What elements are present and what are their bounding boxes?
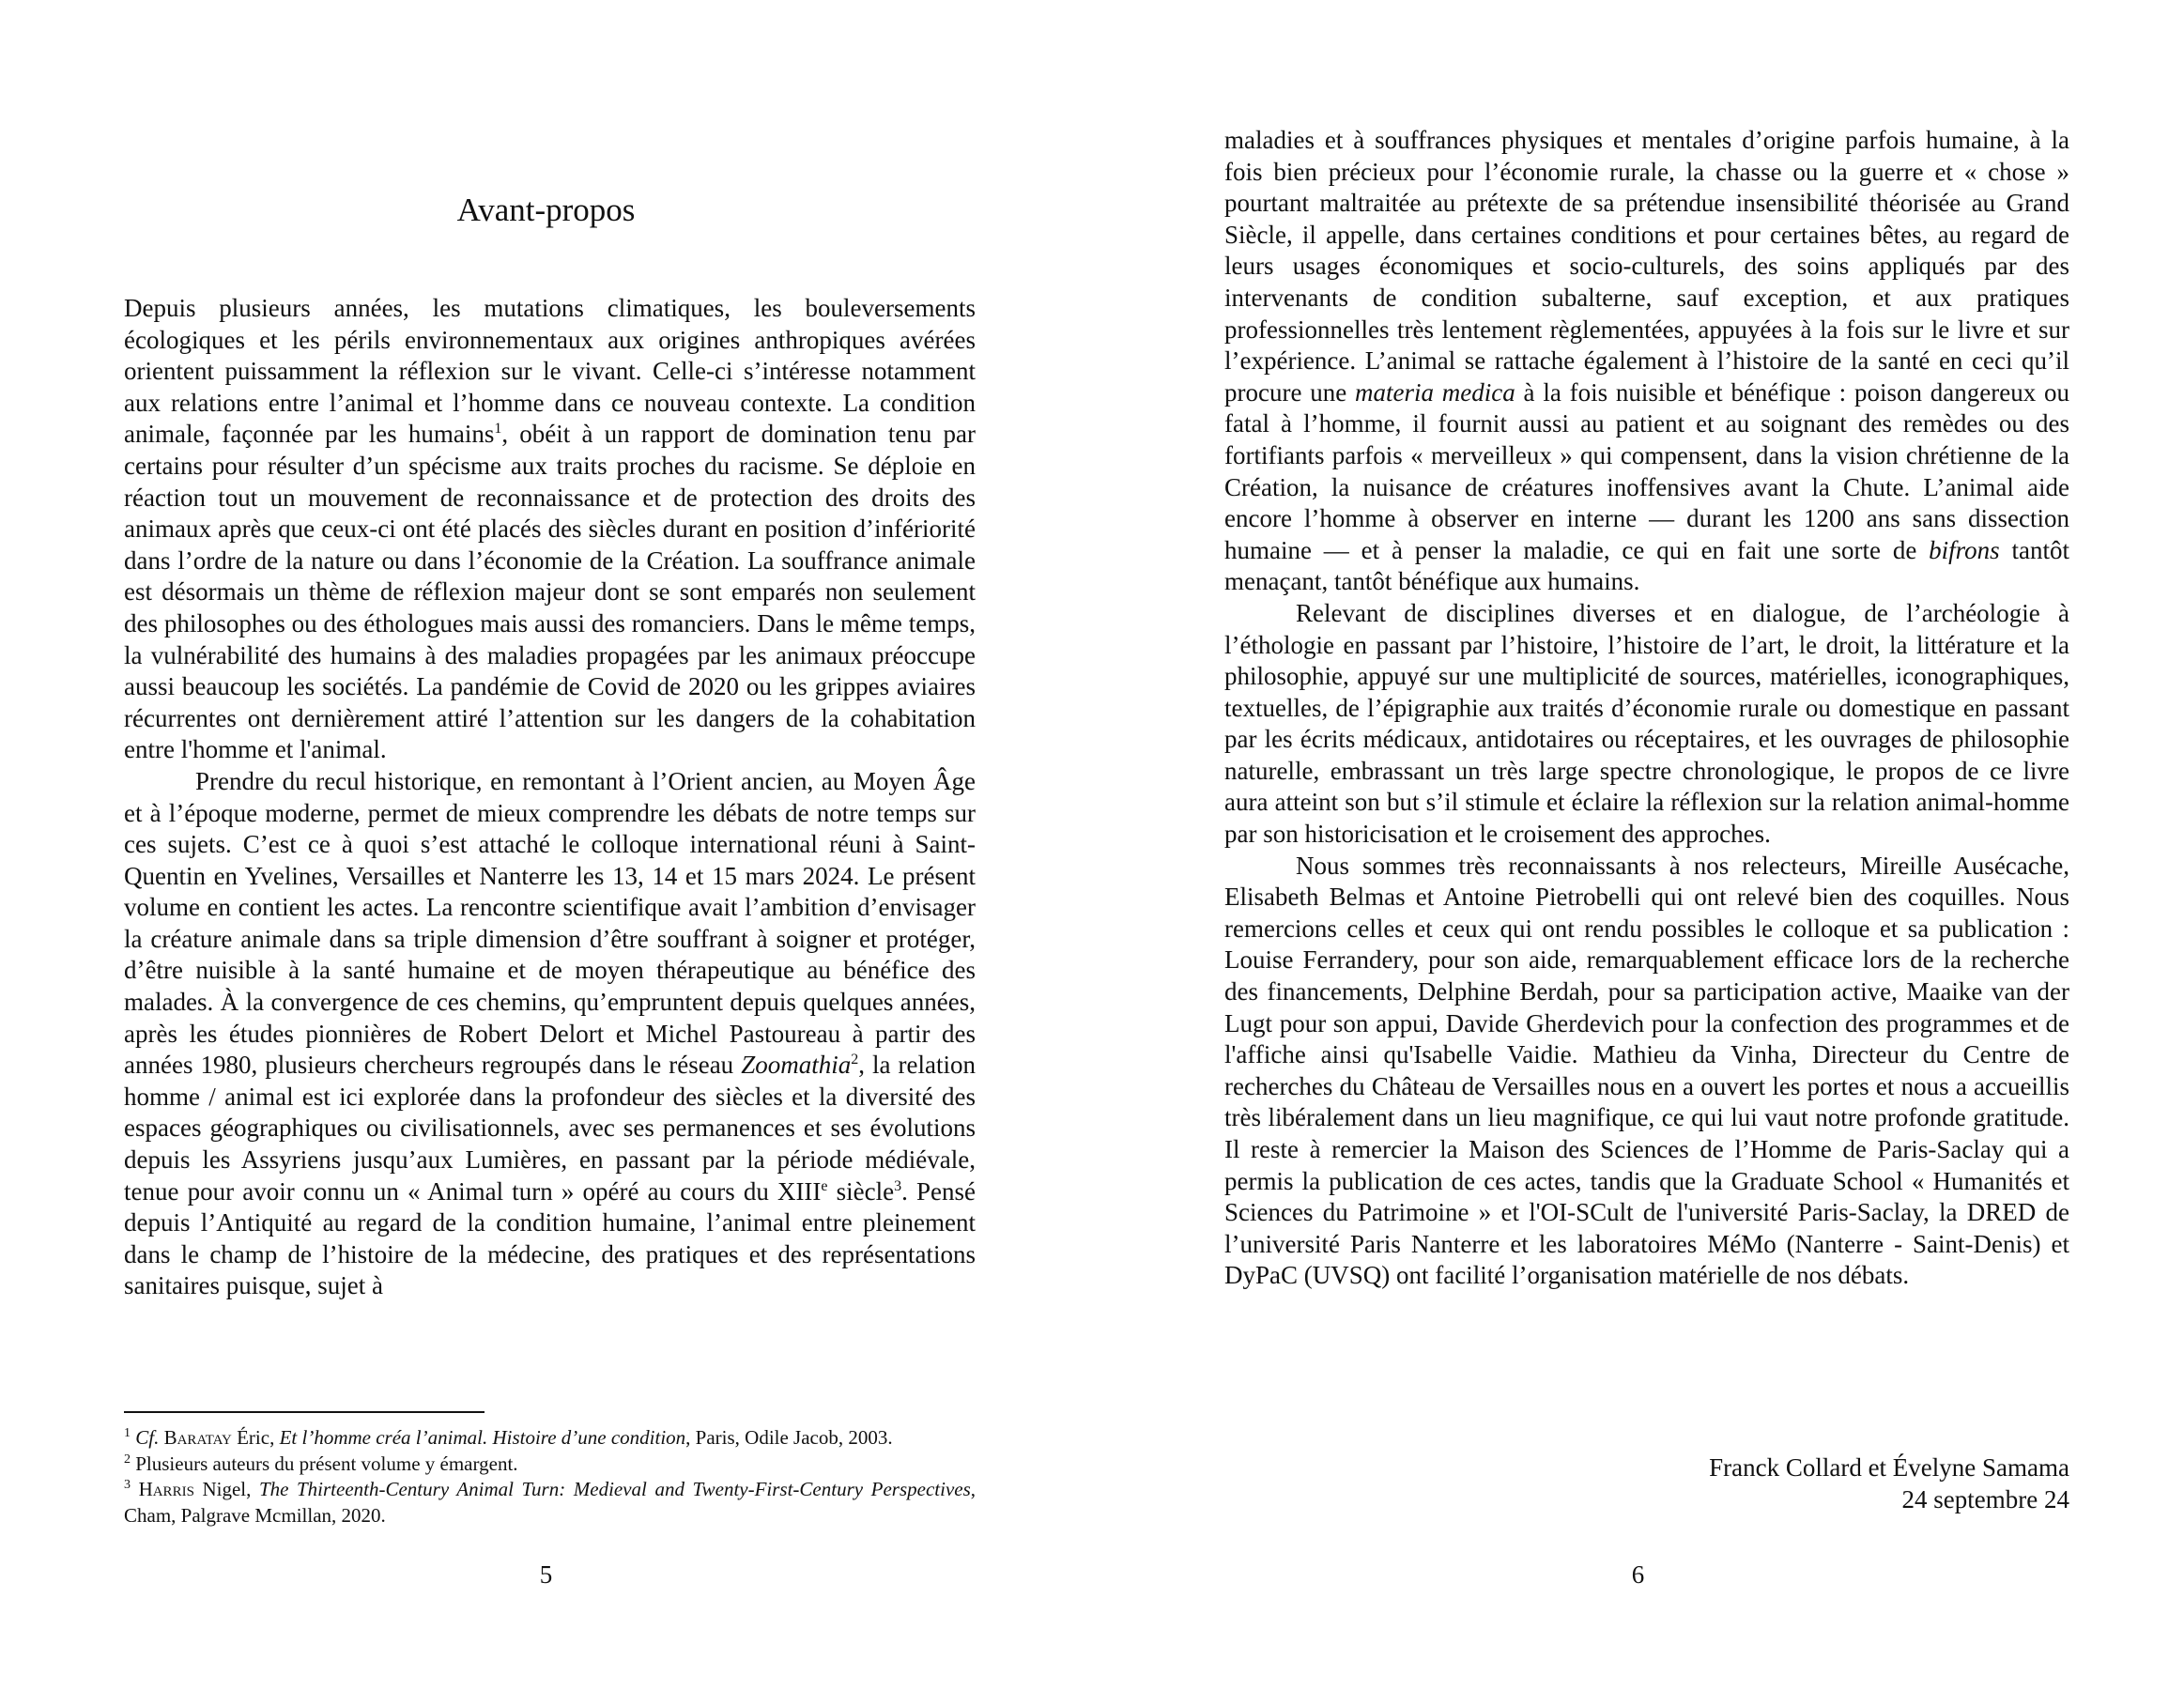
- century-superscript: e: [821, 1177, 828, 1194]
- paragraph-disciplines: Relevant de disciplines diverses et en dialogue, de l’archéologie à l’éthologie en passant par l’histoire, l’histoire de l’art, le droit, la littérature et la philosophie, appuyé sur une multiplicité de sources, matérielles, iconographiques, textuelles, de l’épigraphie aux traités d’économie rurale ou domestique en passant par les écrits médicaux, antidotaires ou réceptaires, et les ouvrages de philosophie naturelle, embrassant un très large spectre chronologique, le propos de ce livre aura atteint son but s’il stimule et éclaire la réflexion sur la relation animal-homme par son historicisation et le croisement des approches.: [1224, 598, 2069, 849]
- footnote-2: $^2$ Plusieurs auteurs du présent volume y émargent.: [124, 1452, 518, 1475]
- signature-date: 24 septembre 24: [1901, 1484, 2069, 1513]
- signature-names: Franck Collard et Évelyne Samama: [1709, 1453, 2069, 1482]
- footnote-ref-3[interactable]: 3: [894, 1177, 902, 1194]
- paragraph-acknowledgements: Nous sommes très reconnaissants à nos relecteurs, Mireille Ausécache, Elisabeth Belmas et Antoine Pietrobelli qui ont relevé bien des coquilles. Nous remercions celles et ceux qui ont rendu possibles le colloque et sa publication : Louise Ferrandery, pour son aide, remarquablement efficace lors de la recherche des financements, Delphine Berdah, pour sa participation active, Maaike van der Lugt pour son appui, Davide Gherdevich pour la confection des programmes et de l'affiche ainsi qu'Isabelle Vaidie. Mathieu da Vinha, Directeur du Centre de recherches du Château de Versailles nous en a ouvert les portes et nous a accueillis très libéralement dans un lieu magnifique, ce qui lui vaut notre profonde gratitude. Il reste à remercier la Maison des Sciences de l’Homme de Paris-Saclay qui a permis la publication de ces actes, tandis que la Graduate School « Humanités et Sciences du Patrimoine » et l'OI-SCult de l'université Paris-Saclay, la DRED de l’université Paris Nanterre et les laboratoires MéMo (Nanterre - Saint-Denis) et DyPaC (UVSQ) ont facilité l’organisation matérielle de nos débats.: [1224, 851, 2069, 1290]
- footnote-separator: [124, 1411, 484, 1413]
- network-name: Zoomathia: [741, 1051, 852, 1080]
- signature-block: [1709, 1452, 2069, 1515]
- page-number-right: 6: [1631, 1560, 1645, 1589]
- footnote-ref-1[interactable]: 1: [494, 421, 502, 438]
- right-body-text: [1224, 125, 2069, 1292]
- left-body-text: [124, 293, 976, 1302]
- chapter-title: Avant-propos: [456, 192, 636, 228]
- footnote-3: $^3$ Harris Nigel, The Thirteenth-Century Animal Turn: Medieval and Twenty-First-Century Perspectives, Cham, Palgrave Mcmillan, 2020.: [124, 1478, 977, 1527]
- paragraph-2: Prendre du recul historique, en remontant à l’Orient ancien, au Moyen Âge et à l’époque moderne, permet de mieux comprendre les débats de notre temps sur ces sujets. C’est ce à quoi s’est attaché le colloque international réuni à Saint-Quentin en Yvelines, Versailles et Nanterre les 13, 14 et 15 mars 2024. Le présent volume en contient les actes. La rencontre scientifique avait l’ambition d’envisager la créature animale dans sa triple dimension d’être souffrant à soigner et protéger, d’être nuisible à la santé humaine et de moyen thérapeutique au bénéfice des malades. À la convergence de ces chemins, qu’empruntent depuis quelques années, après les études pionnières de Robert Delort et Michel Pastoureau à partir des années 1980, plusieurs chercheurs regroupés dans le réseau Zoomathia$^2$, la relation homme / animal est ici explorée dans la profondeur des siècles et la diversité des espaces géographiques ou civilisationnels, avec ses permanences et ses évolutions depuis les Assyriens jusqu’aux Lumières, en passant par la période médiévale, tenue pour avoir connu un « Animal turn » opéré au cours du XIIIe siècle$^3$. Pensé depuis l’Antiquité au regard de la condition humaine, l’animal entre pleinement dans le champ de l’histoire de la médecine, des pratiques et des représentations sanitaires puisque, sujet à: [124, 766, 976, 1300]
- paragraph-continued: maladies et à souffrances physiques et mentales d’origine parfois humaine, à la fois bien précieux pour l’économie rurale, la chasse ou la guerre et « chose » pourtant maltraitée au prétexte de sa prétendue insensibilité théorisée au Grand Siècle, il appelle, dans certaines conditions et pour certaines bêtes, au regard de leurs usages économiques et socio-culturels, des soins appliqués par des intervenants de condition subalterne, sauf exception, et aux pratiques professionnelles très lentement règlementées, appuyées à la fois sur le livre et sur l’expérience. L’animal se rattache également à l’histoire de la santé en ceci qu’il procure une materia medica à la fois nuisible et bénéfique : poison dangereux ou fatal à l’homme, il fournit aussi au patient et au soignant des remèdes ou des fortifiants parfois « merveilleux » qui compensent, dans la vision chrétienne de la Création, la nuisance de créatures inoffensives avant la Chute. L’animal aide encore l’homme à observer en interne — durant les 1200 ans sans dissection humaine — et à penser la maladie, ce qui en fait une sorte de bifrons tantôt menaçant, tantôt bénéfique aux humains.: [1224, 126, 2069, 596]
- footnotes: [124, 1425, 976, 1529]
- paragraph-1: Depuis plusieurs années, les mutations climatiques, les bouleversements écologiques et les périls environnementaux aux origines anthropiques avérées orientent puissamment la réflexion sur le vivant. Celle-ci s’intéresse notamment aux relations entre l’animal et l’homme dans ce nouveau contexte. La condition animale, façonnée par les humains$^1$, obéit à un rapport de domination tenu par certains pour résulter d’un spécisme aux traits proches du racisme. Se déploie en réaction tout un mouvement de reconnaissance et de protection des droits des animaux après que ceux-ci ont été placés des siècles durant en position d’infériorité dans l’ordre de la nature ou dans l’économie de la Création. La souffrance animale est désormais un thème de réflexion majeur dont se sont emparés non seulement des philosophes ou des éthologues mais aussi des romanciers. Dans le même temps, la vulnérabilité des humains à des maladies propagées par les animaux préoccupe aussi beaucoup les sociétés. La pandémie de Covid de 2020 ou les grippes aviaires récurrentes ont dernièrement attiré l’attention sur les dangers de la cohabitation entre l'homme et l'animal.: [124, 294, 976, 764]
- right-page: [1092, 0, 2184, 1690]
- page-number-left: 5: [539, 1560, 553, 1589]
- footnote-ref-2[interactable]: 2: [851, 1052, 859, 1068]
- footnote-1: $^1$ Cf. Baratay Éric, Et l’homme créa l’animal. Histoire d’une condition, Paris, Odile Jacob, 2003.: [124, 1426, 893, 1449]
